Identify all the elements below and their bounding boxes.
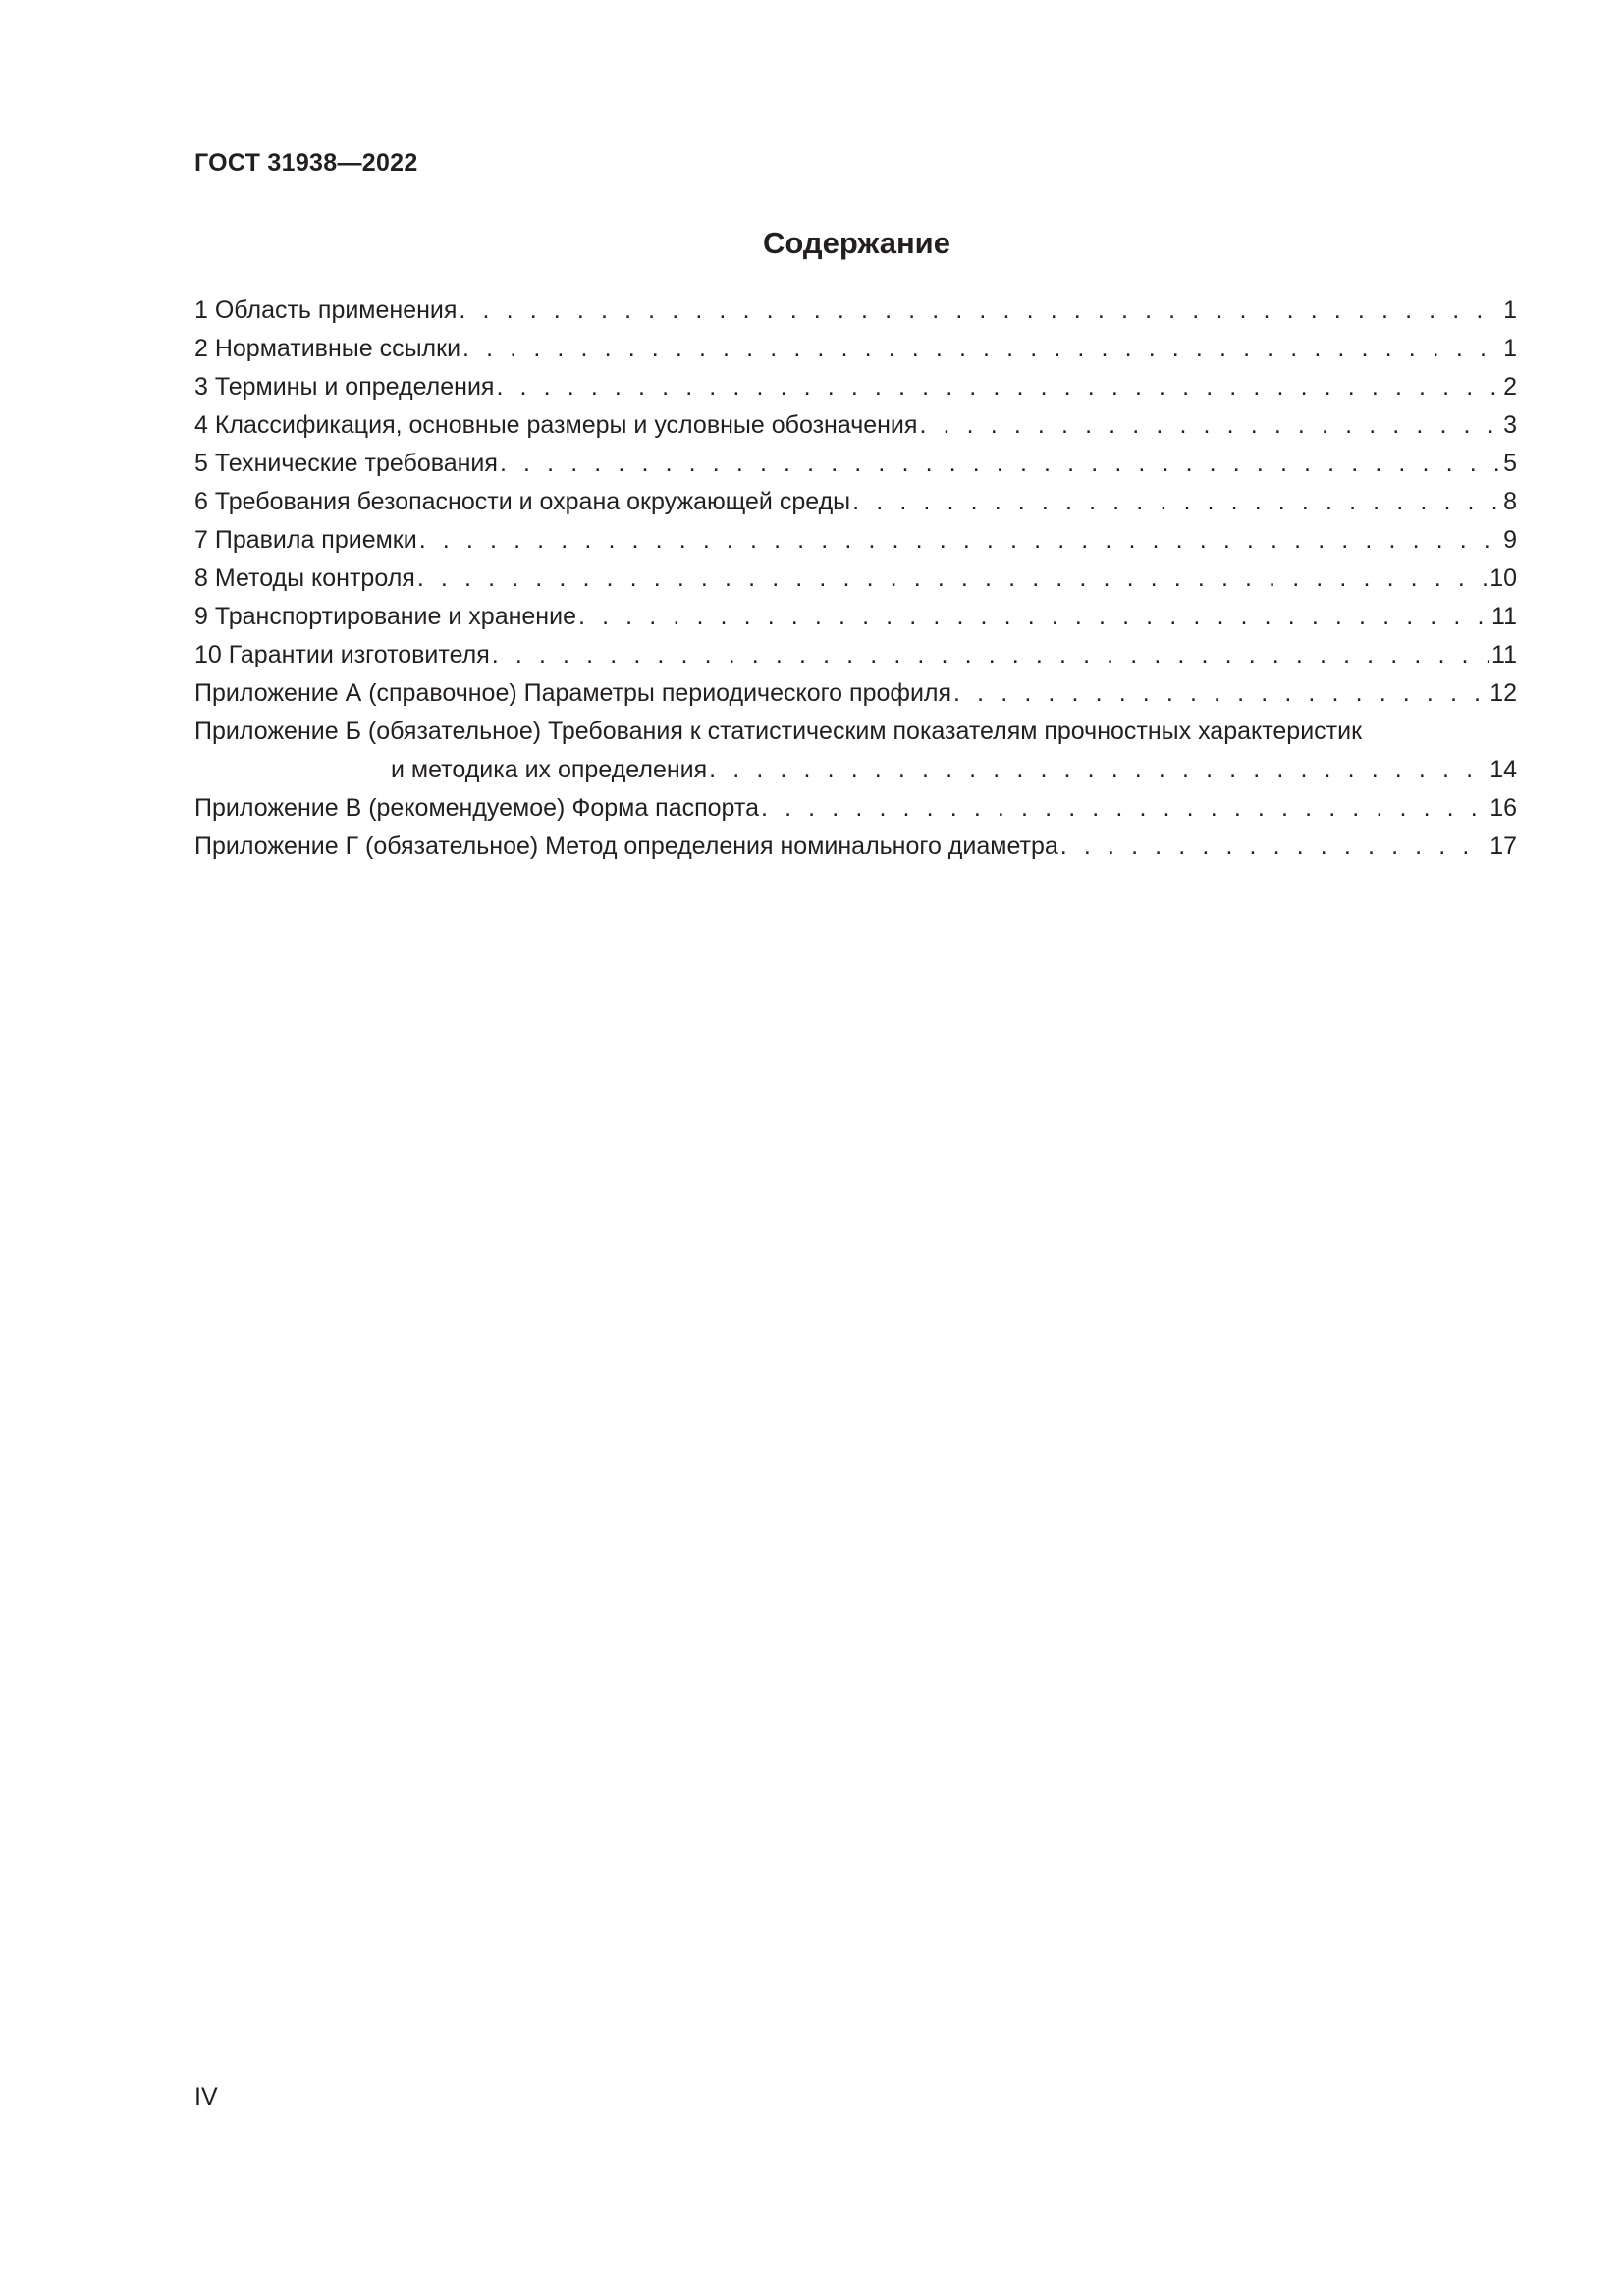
toc-entry-page: 9 [1503,526,1517,554]
toc-entry[interactable] [194,598,1517,636]
toc-entry-page: 17 [1489,832,1517,860]
toc-leader-dots [953,674,1488,713]
toc-entry-page: 14 [1489,756,1517,783]
toc-entry-label: 5 Технические требования [194,450,498,477]
toc-entry-label: 9 Транспортирование и хранение [194,603,576,630]
toc-leader-dots [761,789,1488,828]
toc-entry-label: 6 Требования безопасности и охрана окружающей среды [194,488,851,515]
page-number: IV [194,2083,218,2110]
toc-leader-dots [919,406,1501,445]
toc-leader-dots [492,636,1489,674]
toc-leader-dots [417,560,1488,598]
toc-leader-dots [709,751,1488,789]
toc-leader-dots [462,330,1501,368]
toc-entry-page: 10 [1489,564,1517,592]
toc-entry[interactable] [194,330,1517,368]
toc-entry-label: 8 Методы контроля [194,564,415,592]
toc-leader-dots [500,445,1501,483]
toc-entry-label: 4 Классификация, основные размеры и условные обозначения [194,411,918,439]
toc-entry-label: Приложение В (рекомендуемое) Форма паспорта [194,794,759,822]
toc-entry-page: 16 [1489,794,1517,822]
toc-entry-page: 2 [1503,373,1517,400]
toc-entry-label: 3 Термины и определения [194,373,495,400]
toc-entry-label: Приложение А (справочное) Параметры периодического профиля [194,679,952,707]
toc-leader-dots [419,521,1501,560]
toc-entry[interactable] [194,636,1517,674]
toc-entry-page: 5 [1503,450,1517,477]
toc-entry-page: 1 [1503,335,1517,362]
toc-entry[interactable] [194,713,1517,751]
toc-entry[interactable] [194,292,1517,330]
toc-leader-dots [459,292,1501,330]
toc-entry-label: 2 Нормативные ссылки [194,335,461,362]
toc-entry[interactable] [194,674,1517,713]
toc-entry-label: Приложение Г (обязательное) Метод определения номинального диаметра [194,832,1058,860]
toc-entry[interactable] [194,789,1517,828]
toc-entry-page: 8 [1503,488,1517,515]
toc-entry-continuation[interactable] [194,751,1517,789]
toc-leader-dots [496,368,1501,406]
toc-entry-page: 11 [1491,641,1517,668]
toc-entry[interactable] [194,828,1517,866]
toc-entry-page: 1 [1503,296,1517,324]
toc-entry-label: Приложение Б (обязательное) Требования к статистическим показателям прочностных характеристик [194,718,1363,745]
toc-entry[interactable] [194,406,1517,445]
toc-entry-label: 10 Гарантии изготовителя [194,641,490,668]
toc-entry[interactable] [194,521,1517,560]
document-code: ГОСТ 31938—2022 [194,149,418,177]
toc-entry-page: 11 [1491,603,1517,630]
toc-entry-label-continuation: и методика их определения [391,756,708,783]
toc-entry[interactable] [194,483,1517,521]
toc-leader-dots [1060,828,1488,866]
toc-entry[interactable] [194,368,1517,406]
toc-entry[interactable] [194,445,1517,483]
toc-entry-label: 7 Правила приемки [194,526,417,554]
toc-entry-page: 12 [1489,679,1517,707]
toc-entry-page: 3 [1503,411,1517,439]
table-of-contents [194,292,1517,866]
toc-entry[interactable] [194,560,1517,598]
toc-leader-dots [578,598,1489,636]
toc-title: Содержание [763,226,950,260]
toc-leader-dots [852,483,1501,521]
toc-entry-label: 1 Область применения [194,296,458,324]
